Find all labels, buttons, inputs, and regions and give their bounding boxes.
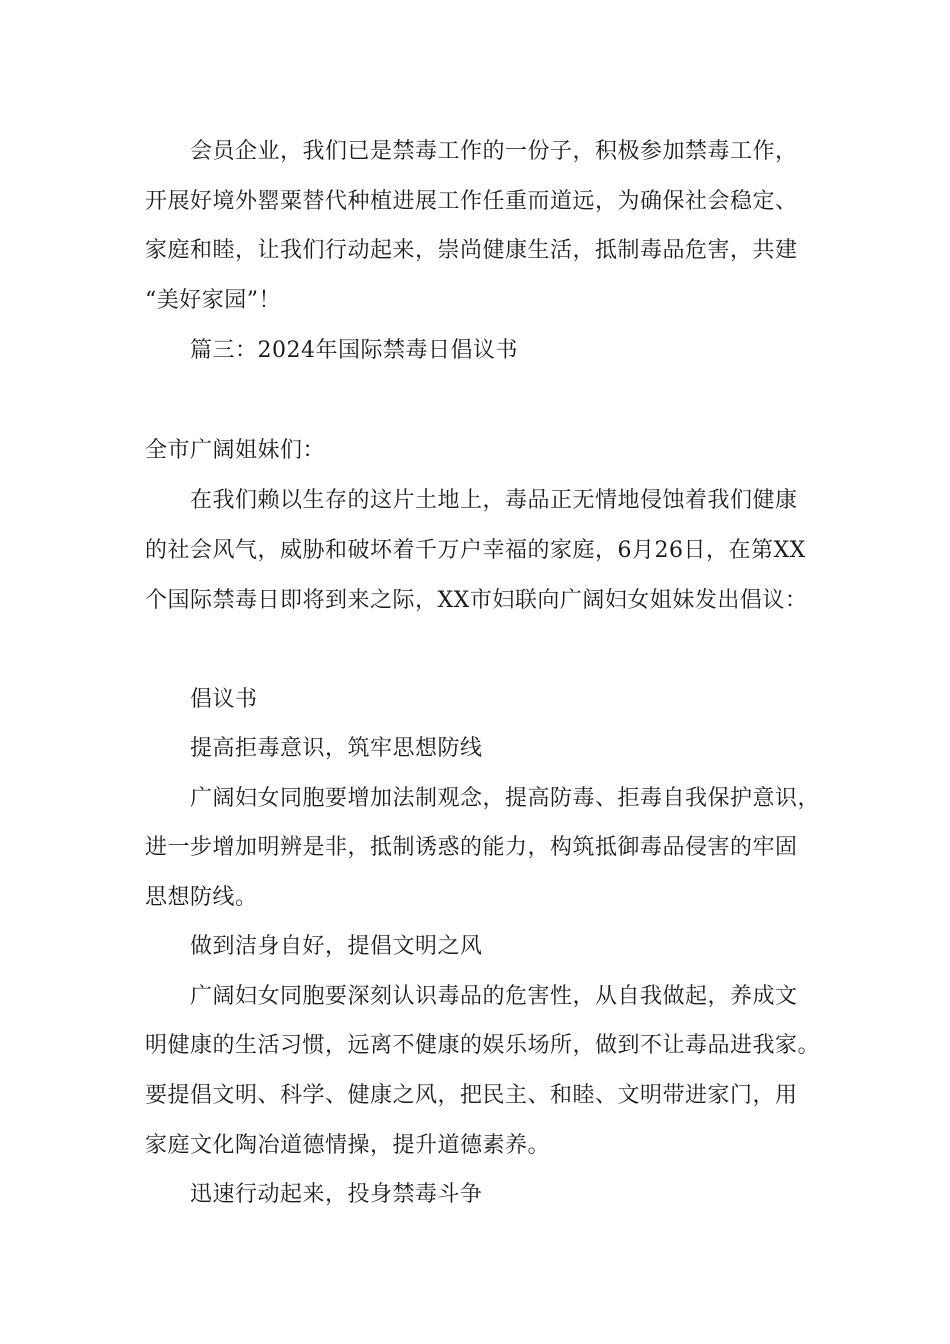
paragraph-line: 明健康的生活习惯，远离不健康的娱乐场所，做到不让毒品进我家。 — [145, 1033, 821, 1058]
paragraph-line: 家庭和睦，让我们行动起来，崇尚健康生活，抵制毒品危害，共建 — [145, 238, 798, 263]
paragraph-line: 个国际禁毒日即将到来之际，XX市妇联向广阔妇女姐妹发出倡议： — [145, 588, 808, 613]
proposal-heading: 倡议书 — [190, 687, 258, 712]
paragraph-line: 开展好境外罂粟替代种植进展工作任重而道远，为确保社会稳定、 — [145, 189, 798, 214]
paragraph-line: “美好家园”！ — [145, 288, 281, 313]
paragraph-line: 进一步增加明辨是非，抵制诱惑的能力，构筑抵御毒品侵害的牢固 — [145, 835, 798, 860]
paragraph-line: 会员企业，我们已是禁毒工作的一份子，积极参加禁毒工作， — [190, 139, 798, 164]
paragraph-line: 广阔妇女同胞要深刻认识毒品的危害性，从自我做起，养成文 — [190, 984, 798, 1009]
paragraph-line: 思想防线。 — [145, 885, 258, 910]
subheading: 提高拒毒意识，筑牢思想防线 — [190, 736, 483, 761]
paragraph-line: 广阔妇女同胞要增加法制观念，提高防毒、拒毒自我保护意识， — [190, 786, 821, 811]
paragraph-line: 要提倡文明、科学、健康之风，把民主、和睦、文明带进家门，用 — [145, 1083, 798, 1108]
paragraph-line: 的社会风气，威胁和破坏着千万户幸福的家庭，6月26日，在第XX — [145, 538, 806, 563]
salutation: 全市广阔姐妹们： — [145, 438, 326, 463]
paragraph-line: 在我们赖以生存的这片土地上，毒品正无情地侵蚀着我们健康 — [190, 488, 798, 513]
subheading: 做到洁身自好，提倡文明之风 — [190, 934, 483, 959]
subheading: 迅速行动起来，投身禁毒斗争 — [190, 1182, 483, 1207]
paragraph-line: 家庭文化陶冶道德情操，提升道德素养。 — [145, 1133, 551, 1158]
section-title: 篇三：2024年国际禁毒日倡议书 — [190, 338, 518, 363]
